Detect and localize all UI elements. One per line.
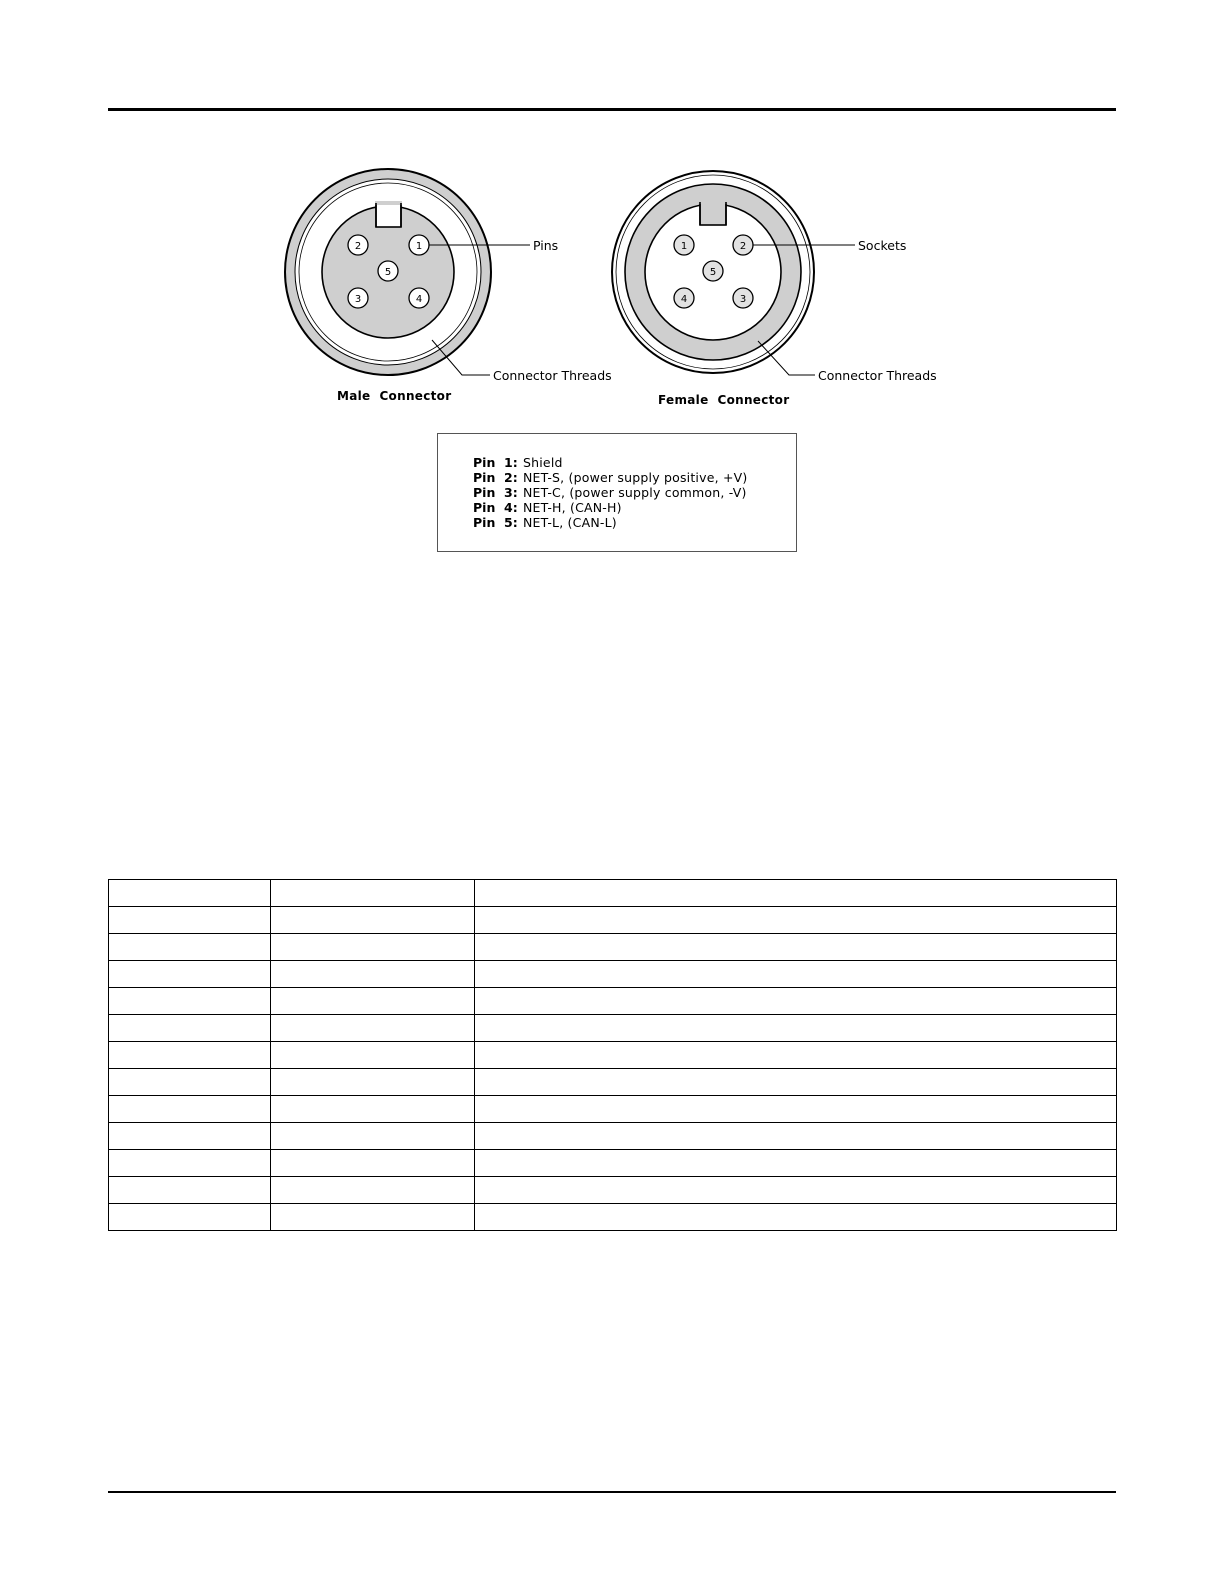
table-cell (109, 1042, 271, 1069)
table-cell (271, 880, 475, 907)
table-row (109, 934, 1117, 961)
table-cell (109, 1177, 271, 1204)
table-cell (109, 1204, 271, 1231)
table-cell (475, 1096, 1117, 1123)
table-cell (271, 1150, 475, 1177)
male-pin-5 (378, 261, 398, 281)
table-cell (475, 934, 1117, 961)
male-pin-1-number: 1 (415, 241, 423, 252)
table-row (109, 1123, 1117, 1150)
table-row (109, 988, 1117, 1015)
male-pin-4-number: 4 (415, 294, 423, 305)
pin-assignment-item (473, 455, 747, 470)
female-socket-4-number: 4 (680, 294, 688, 305)
pin-description: NET-L, (CAN-L) (523, 515, 617, 530)
pin-assignment-box (437, 433, 797, 552)
pin-label: Pin 2: (473, 470, 518, 485)
female-socket-3 (733, 288, 753, 308)
table-cell (271, 1204, 475, 1231)
male-pin-5-number: 5 (384, 267, 392, 278)
table-row (109, 1069, 1117, 1096)
table-cell (475, 907, 1117, 934)
table-row (109, 1015, 1117, 1042)
table-cell (109, 1069, 271, 1096)
table-cell (475, 961, 1117, 988)
female-socket-5-number: 5 (709, 267, 717, 278)
female-socket-2 (733, 235, 753, 255)
pin-description: NET-H, (CAN-H) (523, 500, 622, 515)
table-cell (271, 1177, 475, 1204)
table-cell (109, 880, 271, 907)
female-threads-callout: Connector Threads (818, 368, 937, 383)
pin-label: Pin 1: (473, 455, 518, 470)
table-cell (109, 961, 271, 988)
table-cell (475, 1042, 1117, 1069)
table-row (109, 1177, 1117, 1204)
table-cell (109, 1096, 271, 1123)
male-threads-callout: Connector Threads (493, 368, 612, 383)
table-cell (475, 988, 1117, 1015)
table-cell (109, 988, 271, 1015)
female-socket-2-number: 2 (739, 241, 747, 252)
table-cell (475, 1015, 1117, 1042)
pin-description: Shield (523, 455, 563, 470)
pin-label: Pin 3: (473, 485, 518, 500)
table-cell (271, 1015, 475, 1042)
female-connector-caption: Female Connector (658, 393, 790, 407)
table-cell (109, 907, 271, 934)
footer-rule (108, 1491, 1116, 1493)
table-row (109, 907, 1117, 934)
table-cell (109, 1123, 271, 1150)
pin-assignment-item (473, 470, 747, 485)
pin-assignment-list (473, 455, 747, 530)
male-pin-1 (409, 235, 429, 255)
table-cell (271, 1042, 475, 1069)
female-socket-1-number: 1 (680, 241, 688, 252)
table-cell (475, 1204, 1117, 1231)
pin-description: NET-S, (power supply positive, +V) (523, 470, 748, 485)
male-pin-3 (348, 288, 368, 308)
table-cell (109, 1150, 271, 1177)
table-row (109, 1096, 1117, 1123)
table-cell (475, 1177, 1117, 1204)
table-cell (109, 934, 271, 961)
table-cell (475, 1069, 1117, 1096)
pins-callout: Pins (533, 238, 559, 253)
pin-assignment-item (473, 485, 747, 500)
blank-table (108, 879, 1117, 1231)
table-cell (109, 1015, 271, 1042)
female-socket-5 (703, 261, 723, 281)
blank-table-body (109, 880, 1117, 1231)
table-cell (271, 934, 475, 961)
female-socket-3-number: 3 (739, 294, 747, 305)
pin-description: NET-C, (power supply common, -V) (523, 485, 747, 500)
table-cell (271, 961, 475, 988)
table-cell (271, 988, 475, 1015)
male-connector-caption: Male Connector (337, 389, 452, 403)
pin-label: Pin 4: (473, 500, 518, 515)
male-pin-2-number: 2 (354, 241, 362, 252)
table-row (109, 880, 1117, 907)
female-socket-4 (674, 288, 694, 308)
table-cell (271, 907, 475, 934)
table-row (109, 1042, 1117, 1069)
table-row (109, 1204, 1117, 1231)
male-pin-2 (348, 235, 368, 255)
pin-assignment-item (473, 515, 747, 530)
table-cell (475, 880, 1117, 907)
pin-assignment-item (473, 500, 747, 515)
table-row (109, 961, 1117, 988)
pin-label: Pin 5: (473, 515, 518, 530)
female-socket-1 (674, 235, 694, 255)
male-pin-3-number: 3 (354, 294, 362, 305)
sockets-callout: Sockets (858, 238, 907, 253)
table-row (109, 1150, 1117, 1177)
table-cell (271, 1123, 475, 1150)
male-pin-4 (409, 288, 429, 308)
table-cell (475, 1123, 1117, 1150)
table-cell (271, 1069, 475, 1096)
table-cell (475, 1150, 1117, 1177)
table-cell (271, 1096, 475, 1123)
